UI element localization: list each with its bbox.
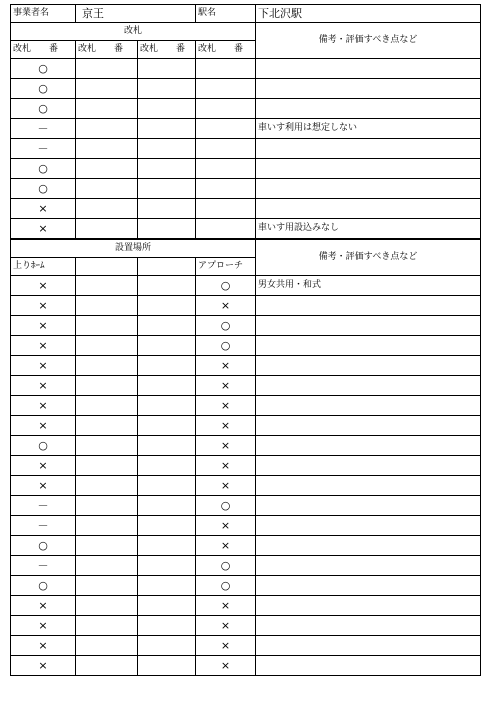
toilets-mark-cell: － <box>11 516 76 536</box>
gates-column-header: 改札 番 <box>196 41 256 59</box>
toilets-mark-cell: × <box>11 476 76 496</box>
gates-mark-cell <box>76 219 138 240</box>
gates-mark-cell <box>196 219 256 240</box>
toilets-row <box>11 636 481 656</box>
toilets-row <box>11 396 481 416</box>
gates-row <box>11 199 481 219</box>
gates-mark-cell <box>138 139 196 159</box>
toilets-mark-cell: × <box>11 616 76 636</box>
gates-mark-cell <box>76 159 138 179</box>
toilets-mark-cell: － <box>11 556 76 576</box>
toilets-note-cell <box>256 536 481 556</box>
toilets-mark-cell: ○ <box>196 336 256 356</box>
toilets-note-cell <box>256 596 481 616</box>
toilets-note-cell <box>256 296 481 316</box>
toilets-row <box>11 416 481 436</box>
toilets-mark-cell: × <box>11 396 76 416</box>
toilets-mark-cell <box>138 476 196 496</box>
toilets-note-cell: 男女共用・和式 <box>256 276 481 296</box>
gates-note-cell <box>256 139 481 159</box>
gates-mark-cell: － <box>11 139 76 159</box>
toilets-section-title: 設置場所 <box>11 239 256 258</box>
gates-mark-cell <box>138 79 196 99</box>
toilets-mark-cell: × <box>196 476 256 496</box>
toilets-row <box>11 336 481 356</box>
toilets-mark-cell: ○ <box>11 436 76 456</box>
toilets-note-cell <box>256 576 481 596</box>
toilets-mark-cell: ○ <box>196 496 256 516</box>
gates-mark-cell <box>76 79 138 99</box>
toilets-mark-cell: × <box>196 356 256 376</box>
gates-mark-cell <box>76 59 138 79</box>
toilets-mark-cell <box>76 476 138 496</box>
toilets-column-header: 上りﾎｰﾑ <box>11 258 76 276</box>
gates-mark-cell <box>138 59 196 79</box>
header-row <box>11 5 481 23</box>
toilets-note-cell <box>256 636 481 656</box>
gates-row <box>11 79 481 99</box>
toilets-note-cell <box>256 316 481 336</box>
toilets-mark-cell: × <box>196 436 256 456</box>
toilets-note-cell <box>256 476 481 496</box>
toilets-note-cell <box>256 396 481 416</box>
toilets-note-cell <box>256 556 481 576</box>
toilets-mark-cell: × <box>196 656 256 676</box>
gates-row <box>11 179 481 199</box>
toilets-row <box>11 376 481 396</box>
toilets-mark-cell <box>138 556 196 576</box>
toilets-row <box>11 596 481 616</box>
toilets-mark-cell: × <box>11 636 76 656</box>
toilets-mark-cell: × <box>196 616 256 636</box>
gates-mark-cell <box>196 119 256 139</box>
gates-mark-cell: × <box>11 199 76 219</box>
gates-mark-cell <box>196 199 256 219</box>
toilets-row <box>11 496 481 516</box>
gates-mark-cell <box>76 179 138 199</box>
toilets-notes-title: 備考・評価すべき点など <box>256 239 481 276</box>
gates-column-header: 改札 番 <box>11 41 76 59</box>
gates-note-cell <box>256 159 481 179</box>
gates-mark-cell <box>76 119 138 139</box>
toilets-mark-cell: × <box>196 296 256 316</box>
gates-row <box>11 59 481 79</box>
toilets-row <box>11 656 481 676</box>
toilets-mark-cell <box>138 456 196 476</box>
toilets-mark-cell <box>76 376 138 396</box>
gates-row <box>11 119 481 139</box>
station-label: 駅名 <box>196 5 256 23</box>
gates-mark-cell: × <box>11 219 76 240</box>
gates-mark-cell <box>196 79 256 99</box>
gates-note-cell <box>256 59 481 79</box>
toilets-mark-cell: × <box>11 356 76 376</box>
toilets-mark-cell: ○ <box>196 276 256 296</box>
toilets-mark-cell <box>138 276 196 296</box>
gates-note-cell <box>256 99 481 119</box>
toilets-mark-cell <box>76 336 138 356</box>
toilets-mark-cell <box>138 336 196 356</box>
gates-note-cell: 車いす利用は想定しない <box>256 119 481 139</box>
toilets-row <box>11 616 481 636</box>
toilets-mark-cell <box>138 636 196 656</box>
gates-mark-cell <box>138 199 196 219</box>
gates-mark-cell: － <box>11 119 76 139</box>
gates-title-row <box>11 23 481 41</box>
gates-mark-cell <box>76 139 138 159</box>
gates-column-header: 改札 番 <box>138 41 196 59</box>
toilets-note-cell <box>256 456 481 476</box>
toilets-row <box>11 456 481 476</box>
toilets-mark-cell: × <box>11 276 76 296</box>
toilets-row <box>11 276 481 296</box>
toilets-mark-cell: × <box>11 376 76 396</box>
gates-row <box>11 219 481 240</box>
toilets-mark-cell <box>138 536 196 556</box>
toilets-row <box>11 316 481 336</box>
toilets-mark-cell <box>76 456 138 476</box>
toilets-row <box>11 296 481 316</box>
gates-note-cell <box>256 179 481 199</box>
gates-note-cell <box>256 199 481 219</box>
gates-notes-title: 備考・評価すべき点など <box>256 23 481 59</box>
toilets-column-header <box>76 258 138 276</box>
toilets-mark-cell <box>76 536 138 556</box>
toilets-row <box>11 536 481 556</box>
toilets-row <box>11 576 481 596</box>
toilets-mark-cell <box>76 656 138 676</box>
toilets-mark-cell: × <box>11 316 76 336</box>
toilets-mark-cell <box>76 496 138 516</box>
gates-mark-cell <box>196 99 256 119</box>
gates-mark-cell: ○ <box>11 79 76 99</box>
gates-column-header: 改札 番 <box>76 41 138 59</box>
toilets-note-cell <box>256 496 481 516</box>
toilets-mark-cell <box>138 316 196 336</box>
toilets-mark-cell <box>138 576 196 596</box>
toilets-mark-cell <box>76 396 138 416</box>
gates-section-title: 改札 <box>11 23 256 41</box>
toilets-mark-cell: ○ <box>11 536 76 556</box>
toilets-column-header <box>138 258 196 276</box>
gates-mark-cell <box>138 119 196 139</box>
toilets-row <box>11 356 481 376</box>
toilets-mark-cell: × <box>11 336 76 356</box>
toilets-mark-cell <box>138 356 196 376</box>
toilets-mark-cell <box>76 356 138 376</box>
toilets-row <box>11 476 481 496</box>
gates-mark-cell <box>196 139 256 159</box>
toilets-note-cell <box>256 416 481 436</box>
toilets-mark-cell: × <box>196 456 256 476</box>
toilets-mark-cell: × <box>196 536 256 556</box>
toilets-row <box>11 556 481 576</box>
gates-mark-cell <box>196 179 256 199</box>
toilets-mark-cell <box>138 376 196 396</box>
toilets-mark-cell: × <box>11 456 76 476</box>
gates-mark-cell <box>138 179 196 199</box>
toilets-mark-cell: × <box>11 596 76 616</box>
gates-note-cell: 車いす用設込みなし <box>256 219 481 240</box>
toilets-mark-cell: ○ <box>196 316 256 336</box>
gates-mark-cell <box>76 199 138 219</box>
toilets-row <box>11 436 481 456</box>
toilets-mark-cell: × <box>196 636 256 656</box>
toilets-mark-cell: × <box>11 656 76 676</box>
toilets-note-cell <box>256 336 481 356</box>
gates-row <box>11 159 481 179</box>
toilets-mark-cell <box>138 596 196 616</box>
toilets-mark-cell: × <box>11 416 76 436</box>
gates-note-cell <box>256 79 481 99</box>
survey-table <box>10 4 481 676</box>
survey-sheet <box>10 4 480 704</box>
toilets-mark-cell: × <box>196 596 256 616</box>
toilets-row <box>11 516 481 536</box>
toilets-note-cell <box>256 376 481 396</box>
operator-label: 事業者名 <box>11 5 76 23</box>
gates-mark-cell <box>138 219 196 240</box>
toilets-mark-cell <box>76 296 138 316</box>
toilets-mark-cell <box>138 416 196 436</box>
toilets-mark-cell: ○ <box>196 576 256 596</box>
toilets-mark-cell: × <box>196 416 256 436</box>
toilets-column-header: アプローチ <box>196 258 256 276</box>
toilets-mark-cell <box>138 616 196 636</box>
toilets-mark-cell <box>76 416 138 436</box>
toilets-mark-cell: × <box>11 296 76 316</box>
toilets-title-row <box>11 239 481 258</box>
toilets-mark-cell: － <box>11 496 76 516</box>
gates-mark-cell <box>196 59 256 79</box>
toilets-mark-cell <box>138 396 196 416</box>
gates-row <box>11 99 481 119</box>
toilets-note-cell <box>256 616 481 636</box>
toilets-mark-cell <box>76 516 138 536</box>
toilets-mark-cell <box>76 316 138 336</box>
toilets-mark-cell <box>138 656 196 676</box>
toilets-mark-cell <box>76 556 138 576</box>
toilets-note-cell <box>256 656 481 676</box>
gates-mark-cell <box>76 99 138 119</box>
gates-row <box>11 139 481 159</box>
toilets-mark-cell <box>76 576 138 596</box>
gates-mark-cell: ○ <box>11 179 76 199</box>
toilets-mark-cell <box>138 296 196 316</box>
gates-mark-cell <box>196 159 256 179</box>
gates-mark-cell: ○ <box>11 159 76 179</box>
gates-mark-cell: ○ <box>11 59 76 79</box>
toilets-mark-cell <box>76 596 138 616</box>
toilets-mark-cell: × <box>196 376 256 396</box>
operator-value: 京王 <box>76 5 196 23</box>
gates-mark-cell <box>138 159 196 179</box>
station-value: 下北沢駅 <box>256 5 481 23</box>
toilets-mark-cell <box>76 436 138 456</box>
toilets-mark-cell: ○ <box>11 576 76 596</box>
toilets-mark-cell <box>138 496 196 516</box>
toilets-note-cell <box>256 356 481 376</box>
gates-mark-cell: ○ <box>11 99 76 119</box>
toilets-note-cell <box>256 516 481 536</box>
toilets-mark-cell <box>76 276 138 296</box>
toilets-mark-cell <box>76 636 138 656</box>
toilets-mark-cell: × <box>196 516 256 536</box>
toilets-mark-cell <box>138 436 196 456</box>
toilets-mark-cell <box>76 616 138 636</box>
toilets-mark-cell: × <box>196 396 256 416</box>
toilets-note-cell <box>256 436 481 456</box>
toilets-mark-cell <box>138 516 196 536</box>
gates-mark-cell <box>138 99 196 119</box>
toilets-mark-cell: ○ <box>196 556 256 576</box>
